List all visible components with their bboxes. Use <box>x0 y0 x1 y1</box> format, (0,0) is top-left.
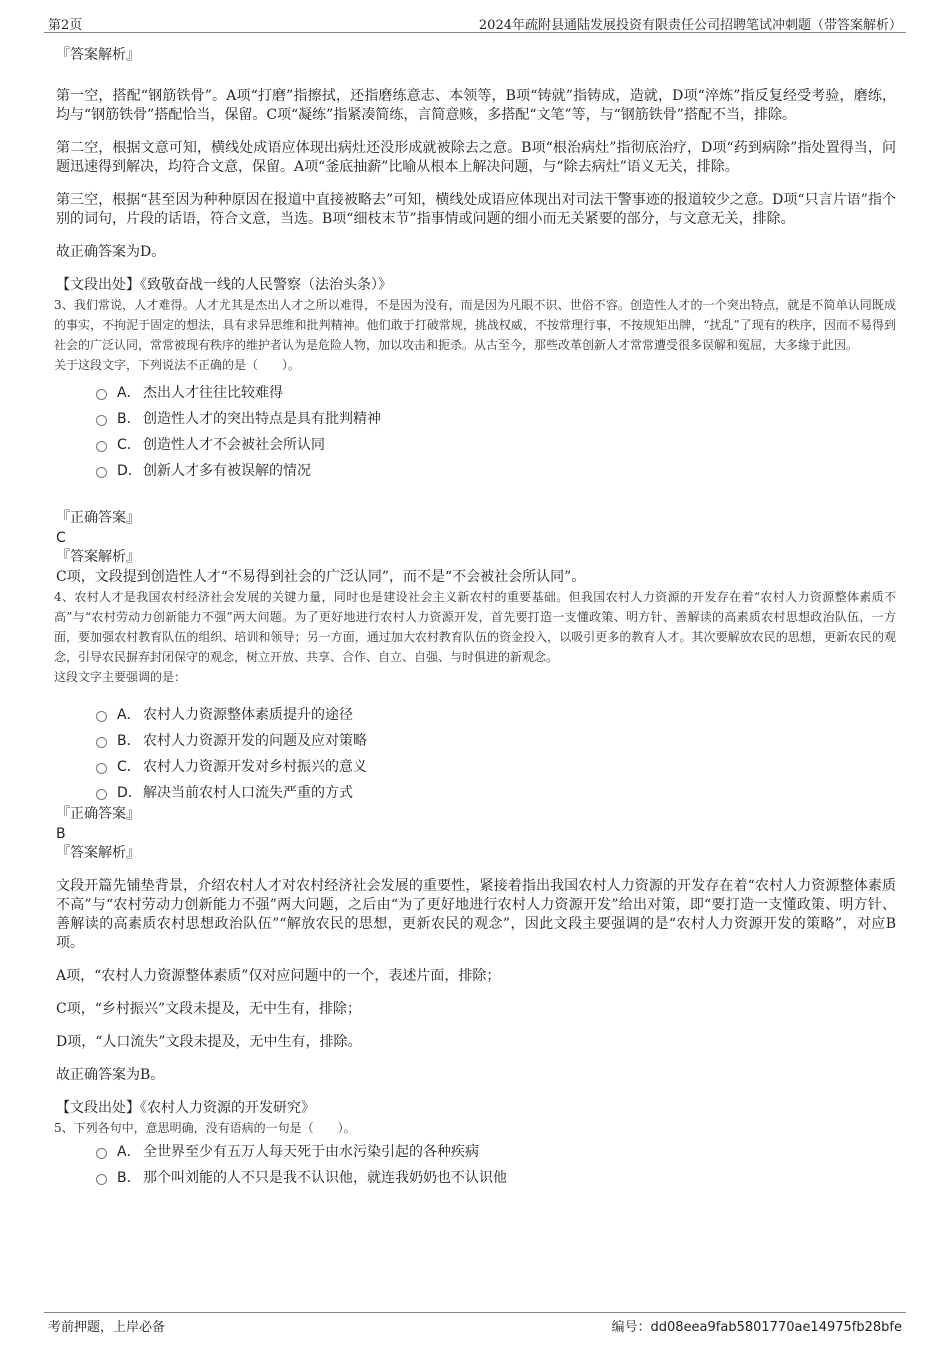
radio-icon[interactable] <box>96 789 107 800</box>
radio-icon[interactable] <box>96 415 107 426</box>
q4-analysis: 文段开篇先铺垫背景，介绍农村人才对农村经济社会发展的重要性，紧接着指出我国农村人力资源的开发存在着“农村人力资源整体素质不高”与“农村劳动力创新能力不强”两大问题，之后由“为了更好地进行农村人力资源开发”给出对策，即“要打造一支懂政策、明方针、善解读的高素质农村思想政治队伍”“解放农民的思想，更新农民的观念”，因此文段主要强调的是“农村人力资源开发的策略”，对应B项。 <box>56 878 896 951</box>
q3-stem: 关于这段文字，下列说法不正确的是（ ）。 <box>54 358 301 372</box>
q4-passage: 4、农村人才是我国农村经济社会发展的关键力量，同时也是建设社会主义新农村的重要基础。但我国农村人力资源的开发存在着“农村人力资源整体素质不高”与“农村劳动力创新能力不强”两大问题。为了更好地进行农村人力资源开发，首先要打造一支懂政策、明方针、善解读的高素质农村思想政治队伍，一方面，要加强农村教育队伍的组织、培训和领导；另一方面，通过加大农村教育队伍的资金投入，以吸引更多的教育人才。其次要解放农民的思想，更新农民的观念，引导农民摒弃封闭保守的观念，树立开放、共享、合作、自立、自强、与时俱进的新观念。 <box>54 590 896 664</box>
q4-options <box>96 701 896 805</box>
q4-conclusion: 故正确答案为B。 <box>56 1067 165 1083</box>
document-code <box>611 1316 902 1335</box>
page-number: 第2页 <box>48 18 83 33</box>
footer-slogan: 考前押题，上岸必备 <box>48 1320 166 1335</box>
q4-option-d[interactable]: D． 解决当前农村人口流失严重的方式 <box>96 779 896 805</box>
q3-answer: C <box>56 530 66 546</box>
q5-options <box>96 1138 896 1190</box>
radio-icon[interactable] <box>96 1148 107 1159</box>
q3-options <box>96 379 896 483</box>
q5-option-b[interactable]: B． 那个叫刘能的人不只是我不认识他，就连我奶奶也不认识他 <box>96 1164 896 1190</box>
q2-conclusion: 故正确答案为D。 <box>56 244 166 260</box>
q2-analysis-para-1: 第一空，搭配“钢筋铁骨”。A项“打磨”指擦拭，还指磨练意志、本领等，B项“铸就”指铸成，造就，D项“淬炼”指反复经受考验，磨练，均与“钢筋铁骨”搭配恰当，保留。C项“凝练”指紧凑简练，言简意赅，多搭配“文笔”等，与“钢筋铁骨”搭配不当，排除。 <box>56 88 896 123</box>
q5-stem: 5、下列各句中，意思明确，没有语病的一句是（ ）。 <box>54 1121 356 1135</box>
q2-source: 【文段出处】《致敬奋战一线的人民警察（法治头条）》 <box>56 277 392 293</box>
radio-icon[interactable] <box>96 763 107 774</box>
radio-icon[interactable] <box>96 441 107 452</box>
q3-answer-heading: 『正确答案』 <box>56 510 140 526</box>
q4-option-c[interactable]: C． 农村人力资源开发对乡村振兴的意义 <box>96 753 896 779</box>
q4-answer: B <box>56 826 66 842</box>
q3-passage: 3、我们常说，人才难得。人才尤其是杰出人才之所以难得，不是因为没有，而是因为凡眼不识、世俗不容。创造性人才的一个突出特点，就是不简单认同既成的事实，不拘泥于固定的想法，具有求异思维和批判精神。他们敢于打破常规，挑战权威，不按常理行事，不按规矩出牌，“扰乱”了现有的秩序，因而不易得到社会的广泛认同，常常被现有秩序的维护者认为是危险人物，加以攻击和扼杀。从古至今，那些改革创新人才常常遭受很多误解和冤屈，大多缘于此因。 <box>54 298 896 352</box>
radio-icon[interactable] <box>96 467 107 478</box>
radio-icon[interactable] <box>96 389 107 400</box>
q3-analysis: C项，文段提到创造性人才“不易得到社会的广泛认同”，而不是“不会被社会所认同”。 <box>56 569 586 585</box>
q4-option-b[interactable]: B． 农村人力资源开发的问题及应对策略 <box>96 727 896 753</box>
q2-analysis-para-3: 第三空，根据“甚至因为种种原因在报道中直接被略去”可知，横线处成语应体现出对司法干警事迹的报道较少之意。D项“只言片语”指个别的词句，片段的话语，符合文意，当选。B项“细枝末节”指事情或问题的细小而无关紧要的部分，与文意无关，排除。 <box>56 192 896 227</box>
q4-option-a[interactable]: A． 农村人力资源整体素质提升的途径 <box>96 701 896 727</box>
q4-source: 【文段出处】《农村人力资源的开发研究》 <box>56 1100 315 1116</box>
q3-option-c[interactable]: C． 创造性人才不会被社会所认同 <box>96 431 896 457</box>
q4-stem: 这段文字主要强调的是： <box>54 670 187 684</box>
radio-icon[interactable] <box>96 1174 107 1185</box>
q3-option-d[interactable]: D． 创新人才多有被误解的情况 <box>96 457 896 483</box>
q4-option-c-note: C项，“乡村振兴”文段未提及，无中生有，排除； <box>56 1001 362 1017</box>
radio-icon[interactable] <box>96 737 107 748</box>
page-content <box>56 46 896 1190</box>
radio-icon[interactable] <box>96 711 107 722</box>
q3-option-b[interactable]: B． 创造性人才的突出特点是具有批判精神 <box>96 405 896 431</box>
page-footer <box>44 1312 906 1333</box>
q3-option-a[interactable]: A． 杰出人才往往比较难得 <box>96 379 896 405</box>
page-header <box>44 12 906 33</box>
q4-answer-heading: 『正确答案』 <box>56 806 140 822</box>
code-label: 编号： <box>611 1320 651 1335</box>
q3-analysis-heading: 『答案解析』 <box>56 549 140 565</box>
q5-option-a[interactable]: A． 全世界至少有五万人每天死于由水污染引起的各种疾病 <box>96 1138 896 1164</box>
document-title: 2024年疏附县通陆发展投资有限责任公司招聘笔试冲刺题（带答案解析） <box>478 18 902 33</box>
code-value: dd08eea9fab5801770ae14975fb28bfe <box>650 1320 902 1335</box>
q4-analysis-heading: 『答案解析』 <box>56 845 140 861</box>
q4-option-d-note: D项，“人口流失”文段未提及，无中生有，排除。 <box>56 1034 362 1050</box>
q4-option-a-note: A项，“农村人力资源整体素质”仅对应问题中的一个，表述片面，排除； <box>56 968 501 984</box>
q2-analysis-para-2: 第二空，根据文意可知，横线处成语应体现出病灶还没形成就被除去之意。B项“根治病灶”指彻底治疗，D项“药到病除”指处置得当，问题迅速得到解决，均符合文意，保留。A项“釜底抽薪”比喻从根本上解决问题，与“除去病灶”语义无关，排除。 <box>56 140 896 175</box>
q2-analysis-heading: 『答案解析』 <box>56 47 140 63</box>
